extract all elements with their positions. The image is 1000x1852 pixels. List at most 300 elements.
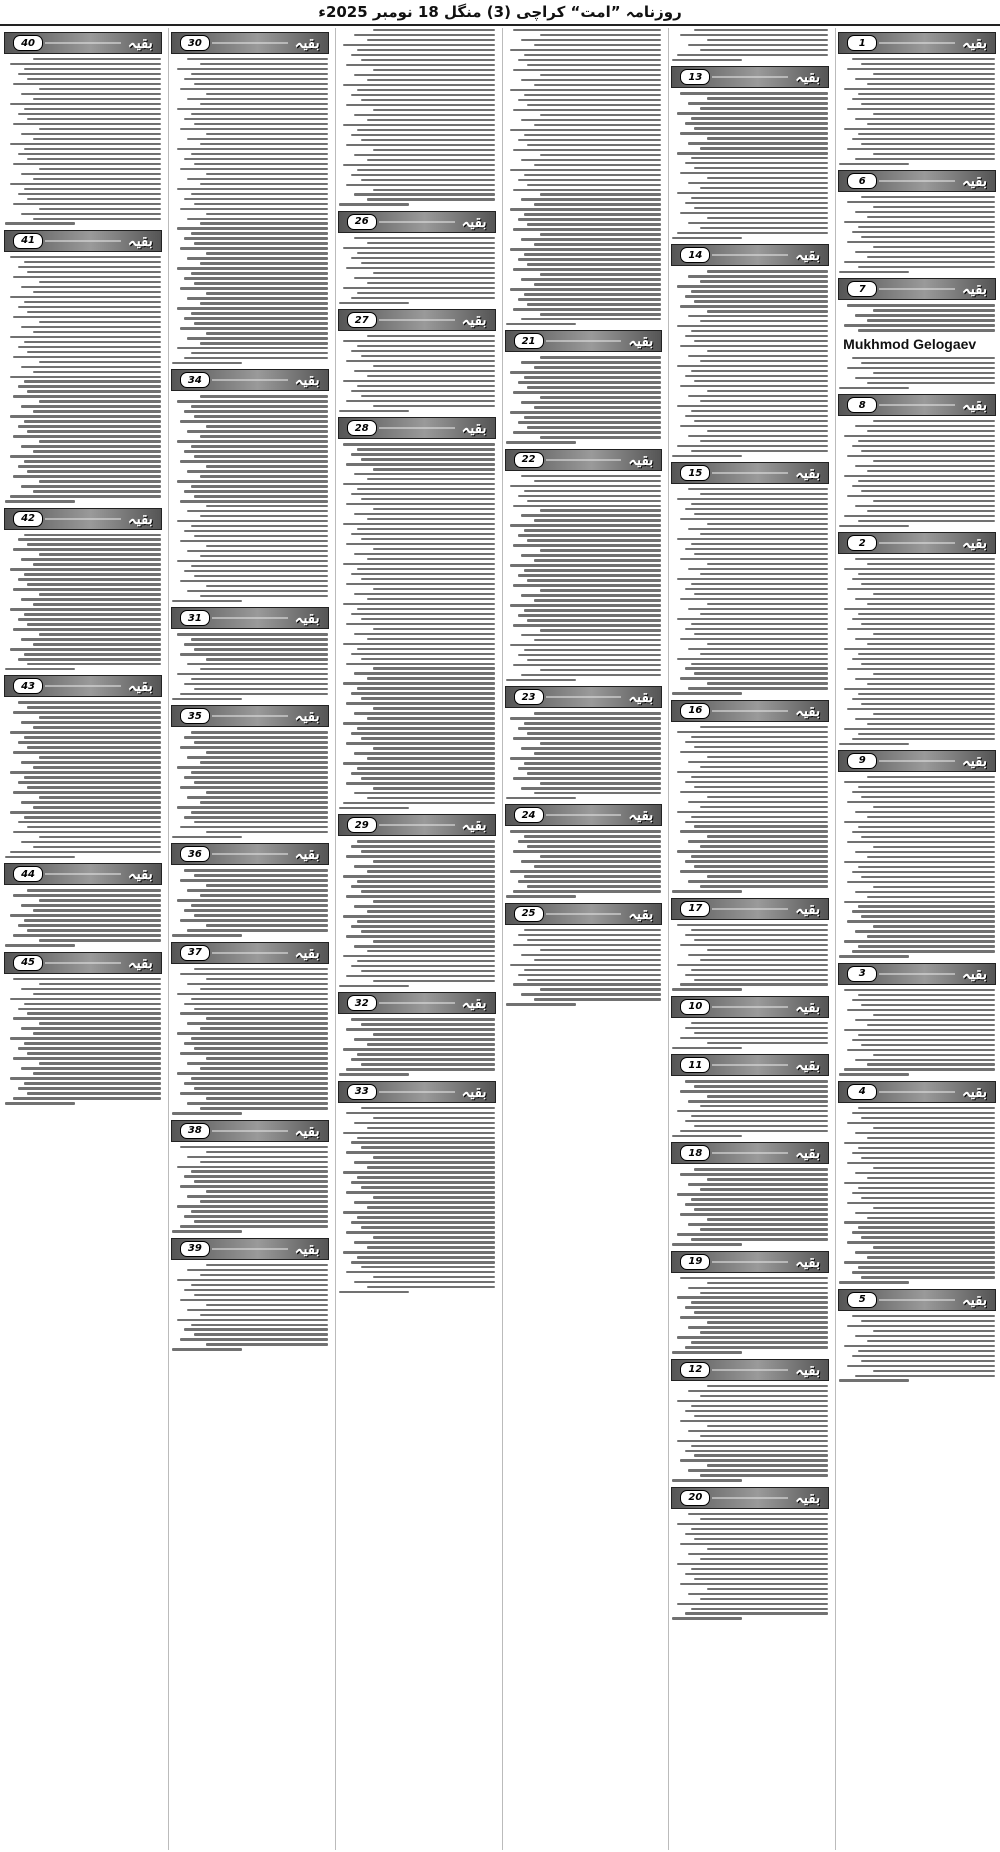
text-line xyxy=(700,1292,828,1294)
text-line xyxy=(534,44,662,46)
continued-header xyxy=(338,992,496,1014)
text-line xyxy=(33,371,161,373)
text-line xyxy=(700,49,828,51)
text-line xyxy=(858,653,995,655)
text-line xyxy=(527,184,661,186)
text-line xyxy=(180,580,328,582)
text-line xyxy=(10,103,161,105)
text-line xyxy=(351,885,494,887)
text-line xyxy=(39,633,161,635)
text-line xyxy=(680,1090,828,1092)
text-line xyxy=(844,608,995,610)
text-line xyxy=(518,534,661,536)
text-line xyxy=(367,242,495,244)
text-line xyxy=(521,674,661,676)
text-line xyxy=(873,1207,995,1209)
text-line xyxy=(187,1062,327,1064)
text-line xyxy=(680,1420,828,1422)
text-line xyxy=(18,1087,161,1089)
text-line xyxy=(367,39,495,41)
text-line xyxy=(867,83,995,85)
text-line xyxy=(177,633,328,635)
continued-number: 26 xyxy=(347,214,377,230)
text-line xyxy=(677,618,828,620)
text-line xyxy=(361,99,495,101)
text-line xyxy=(354,74,494,76)
text-line xyxy=(510,644,661,646)
text-line xyxy=(677,811,828,813)
story-text xyxy=(4,977,162,1106)
text-line xyxy=(540,313,662,315)
text-line xyxy=(184,118,327,120)
text-line xyxy=(21,93,161,95)
text-line xyxy=(18,821,161,823)
text-line xyxy=(357,840,494,842)
text-line xyxy=(527,500,661,502)
text-line xyxy=(521,79,661,81)
text-line xyxy=(847,1202,995,1204)
text-line xyxy=(700,1105,828,1107)
text-line xyxy=(867,319,995,321)
text-line xyxy=(691,1568,828,1570)
continued-story xyxy=(505,445,663,683)
text-line xyxy=(685,1120,828,1122)
text-line xyxy=(39,796,161,798)
text-line xyxy=(855,1251,995,1253)
text-line xyxy=(177,1032,328,1034)
text-line xyxy=(339,807,409,809)
text-line xyxy=(373,707,495,709)
text-line xyxy=(694,939,828,941)
text-line xyxy=(357,727,494,729)
continued-number: 1 xyxy=(847,35,877,51)
text-line xyxy=(688,608,828,610)
text-line xyxy=(694,786,828,788)
news-column xyxy=(835,28,998,1850)
text-line xyxy=(373,1276,495,1278)
text-line xyxy=(18,618,161,620)
text-line xyxy=(351,1221,494,1223)
text-line xyxy=(694,865,828,867)
text-line xyxy=(13,831,161,833)
continued-label: بقیہ xyxy=(294,371,320,390)
text-line xyxy=(206,292,328,294)
text-line xyxy=(177,188,328,190)
continued-story xyxy=(171,839,329,937)
continued-story xyxy=(171,1116,329,1234)
continued-header xyxy=(838,32,996,54)
continued-story xyxy=(671,894,829,992)
text-line xyxy=(206,425,328,427)
continued-label: بقیہ xyxy=(628,688,654,707)
text-line xyxy=(27,390,161,392)
text-line xyxy=(524,54,661,56)
story-text xyxy=(4,700,162,859)
text-line xyxy=(357,169,494,171)
text-line xyxy=(873,206,995,208)
continued-label: بقیہ xyxy=(127,865,153,884)
story-text xyxy=(671,1512,829,1621)
text-line xyxy=(184,776,327,778)
text-line xyxy=(524,649,661,651)
continued-label: بقیہ xyxy=(628,450,654,469)
text-line xyxy=(367,1166,495,1168)
text-line xyxy=(39,1022,161,1024)
text-line xyxy=(534,243,662,245)
text-line xyxy=(518,614,661,616)
ornament-icon xyxy=(712,908,788,910)
text-line xyxy=(339,203,409,205)
text-line xyxy=(852,658,995,660)
text-line xyxy=(33,490,161,492)
text-line xyxy=(861,1157,995,1159)
text-line xyxy=(534,480,662,482)
text-line xyxy=(688,275,828,277)
text-line xyxy=(707,97,829,99)
text-line xyxy=(691,1405,828,1407)
text-line xyxy=(361,355,495,357)
text-line xyxy=(343,523,494,525)
story-text xyxy=(838,988,996,1077)
text-line xyxy=(367,335,495,337)
text-line xyxy=(858,826,995,828)
text-line xyxy=(177,68,328,70)
text-line xyxy=(707,350,829,352)
text-line xyxy=(700,400,828,402)
text-line xyxy=(867,563,995,565)
continued-header xyxy=(505,449,663,471)
text-line xyxy=(21,801,161,803)
text-line xyxy=(184,450,327,452)
continued-number: 3 xyxy=(847,966,877,982)
text-line xyxy=(18,193,161,195)
text-line xyxy=(33,563,161,565)
text-line xyxy=(180,247,328,249)
text-line xyxy=(510,830,661,832)
text-line xyxy=(373,109,495,111)
text-line xyxy=(873,886,995,888)
text-line xyxy=(351,1058,494,1060)
story-text xyxy=(838,1106,996,1285)
text-line xyxy=(707,756,829,758)
text-line xyxy=(18,153,161,155)
text-line xyxy=(33,98,161,100)
continued-story xyxy=(505,899,663,1007)
text-line xyxy=(518,840,661,842)
text-line xyxy=(852,138,995,140)
text-line xyxy=(852,445,995,447)
text-line xyxy=(194,163,328,165)
text-line xyxy=(521,159,661,161)
ornament-icon xyxy=(712,710,788,712)
text-line xyxy=(346,267,494,269)
text-line xyxy=(373,508,495,510)
text-line xyxy=(844,435,995,437)
continued-label: بقیہ xyxy=(127,677,153,696)
text-line xyxy=(13,83,161,85)
text-line xyxy=(527,223,661,225)
text-line xyxy=(858,905,995,907)
text-line xyxy=(518,258,661,260)
text-line xyxy=(361,59,495,61)
text-line xyxy=(844,688,995,690)
text-line xyxy=(13,276,161,278)
story-text xyxy=(505,355,663,444)
story-text xyxy=(671,725,829,894)
text-line xyxy=(343,1132,494,1134)
text-line xyxy=(688,687,828,689)
text-line xyxy=(867,776,995,778)
text-line xyxy=(27,826,161,828)
text-line xyxy=(180,1225,328,1227)
text-line xyxy=(861,1004,995,1006)
text-line xyxy=(13,751,161,753)
text-line xyxy=(33,291,161,293)
text-line xyxy=(357,252,494,254)
text-line xyxy=(510,89,661,91)
text-line xyxy=(510,757,661,759)
text-line xyxy=(187,1195,327,1197)
text-line xyxy=(21,841,161,843)
text-line xyxy=(27,271,161,273)
text-line xyxy=(361,930,495,932)
text-line xyxy=(677,1110,828,1112)
text-line xyxy=(191,1170,328,1172)
text-line xyxy=(694,127,828,129)
text-line xyxy=(688,1553,828,1555)
text-line xyxy=(343,722,494,724)
ornament-icon xyxy=(212,42,288,44)
continued-label: بقیہ xyxy=(795,246,821,265)
text-line xyxy=(184,570,327,572)
text-line xyxy=(177,673,328,675)
continued-number: 19 xyxy=(680,1254,710,1270)
text-line xyxy=(200,1200,328,1202)
text-line xyxy=(873,713,995,715)
text-line xyxy=(847,1241,995,1243)
text-line xyxy=(534,164,662,166)
text-line xyxy=(361,618,495,620)
text-line xyxy=(513,850,661,852)
text-line xyxy=(852,871,995,873)
text-line xyxy=(184,1175,327,1177)
text-line xyxy=(27,583,161,585)
text-line xyxy=(18,425,161,427)
continued-number: 31 xyxy=(180,610,210,626)
text-line xyxy=(367,717,495,719)
ornament-icon xyxy=(879,760,955,762)
text-line xyxy=(177,227,328,229)
continued-story xyxy=(838,390,996,528)
text-line xyxy=(858,945,995,947)
text-line xyxy=(855,891,995,893)
text-line xyxy=(680,598,828,600)
text-line xyxy=(524,253,661,255)
continued-header xyxy=(171,607,329,629)
text-line xyxy=(187,1156,327,1158)
continued-number: 24 xyxy=(514,807,544,823)
text-line xyxy=(680,983,828,985)
text-line xyxy=(518,179,661,181)
text-line xyxy=(855,1375,995,1377)
text-line xyxy=(354,237,494,239)
text-line xyxy=(855,851,995,853)
text-line xyxy=(191,771,328,773)
ornament-icon xyxy=(712,1006,788,1008)
text-line xyxy=(688,1390,828,1392)
text-line xyxy=(521,198,661,200)
text-line xyxy=(346,742,494,744)
text-line xyxy=(354,370,494,372)
text-line xyxy=(839,1281,909,1283)
text-line xyxy=(691,1445,828,1447)
text-line xyxy=(10,183,161,185)
text-line xyxy=(27,543,161,545)
text-line xyxy=(343,563,494,565)
text-line xyxy=(858,1107,995,1109)
text-line xyxy=(180,1012,328,1014)
text-line xyxy=(177,440,328,442)
text-line xyxy=(847,367,995,369)
continued-header xyxy=(838,963,996,985)
text-line xyxy=(861,836,995,838)
text-line xyxy=(844,1142,995,1144)
text-line xyxy=(688,648,828,650)
text-line xyxy=(518,574,661,576)
ornament-icon xyxy=(212,617,288,619)
text-line xyxy=(700,360,828,362)
text-line xyxy=(680,305,828,307)
text-line xyxy=(373,747,495,749)
text-line xyxy=(33,909,161,911)
text-line xyxy=(27,663,161,665)
text-line xyxy=(13,711,161,713)
text-line xyxy=(847,1122,995,1124)
text-line xyxy=(707,1042,829,1044)
text-line xyxy=(685,1346,828,1348)
continued-header xyxy=(671,1251,829,1273)
text-line xyxy=(357,687,494,689)
continued-story xyxy=(505,28,663,326)
text-line xyxy=(351,772,494,774)
text-line xyxy=(510,964,661,966)
text-line xyxy=(346,1231,494,1233)
text-line xyxy=(873,1246,995,1248)
text-line xyxy=(524,569,661,571)
text-line xyxy=(343,1048,494,1050)
text-line xyxy=(680,345,828,347)
text-line xyxy=(691,1608,828,1610)
text-line xyxy=(521,475,661,477)
story-text xyxy=(171,1263,329,1352)
story-text xyxy=(171,868,329,937)
text-line xyxy=(672,1135,742,1137)
continued-story xyxy=(171,938,329,1116)
text-line xyxy=(700,885,828,887)
text-line xyxy=(680,677,828,679)
story-text xyxy=(338,1106,496,1295)
text-line xyxy=(855,598,995,600)
text-line xyxy=(707,310,829,312)
text-line xyxy=(187,430,327,432)
continued-story xyxy=(505,682,663,800)
text-line xyxy=(861,362,995,364)
text-line xyxy=(373,29,495,31)
text-line xyxy=(700,1518,828,1520)
text-line xyxy=(700,280,828,282)
continued-header xyxy=(671,1359,829,1381)
text-line xyxy=(357,488,494,490)
text-line xyxy=(194,874,328,876)
text-line xyxy=(852,910,995,912)
text-line xyxy=(27,470,161,472)
text-line xyxy=(39,983,161,985)
text-line xyxy=(534,406,662,408)
text-line xyxy=(194,83,328,85)
ornament-icon xyxy=(379,1091,455,1093)
text-line xyxy=(184,643,327,645)
text-line xyxy=(540,782,662,784)
story-text xyxy=(505,711,663,800)
continued-number: 20 xyxy=(680,1490,710,1506)
text-line xyxy=(21,558,161,560)
text-line xyxy=(688,1223,828,1225)
ornament-icon xyxy=(879,1299,955,1301)
text-line xyxy=(527,845,661,847)
continued-number: 21 xyxy=(514,333,544,349)
text-line xyxy=(172,836,242,838)
continued-header xyxy=(4,863,162,885)
text-line xyxy=(361,262,495,264)
continued-number: 42 xyxy=(13,511,43,527)
text-line xyxy=(844,128,995,130)
text-line xyxy=(847,801,995,803)
text-line xyxy=(354,905,494,907)
text-line xyxy=(361,970,495,972)
ornament-icon xyxy=(712,1152,788,1154)
continued-number: 38 xyxy=(180,1123,210,1139)
text-line xyxy=(357,568,494,570)
text-line xyxy=(521,39,661,41)
continued-story xyxy=(4,671,162,859)
text-line xyxy=(680,212,828,214)
text-line xyxy=(33,410,161,412)
text-line xyxy=(184,530,327,532)
text-line xyxy=(688,315,828,317)
text-line xyxy=(200,515,328,517)
text-line xyxy=(39,480,161,482)
text-line xyxy=(39,899,161,901)
text-line xyxy=(867,683,995,685)
text-line xyxy=(367,598,495,600)
text-line xyxy=(200,143,328,145)
text-line xyxy=(688,142,828,144)
text-line xyxy=(680,751,828,753)
text-line xyxy=(677,232,828,234)
text-line xyxy=(677,285,828,287)
continued-story xyxy=(671,1247,829,1355)
text-line xyxy=(351,925,494,927)
continued-label: بقیہ xyxy=(294,943,320,962)
text-line xyxy=(707,875,829,877)
text-line xyxy=(200,801,328,803)
text-line xyxy=(177,1279,328,1281)
text-line xyxy=(855,251,995,253)
text-line xyxy=(367,119,495,121)
text-line xyxy=(180,1052,328,1054)
text-line xyxy=(187,1309,327,1311)
text-line xyxy=(180,460,328,462)
